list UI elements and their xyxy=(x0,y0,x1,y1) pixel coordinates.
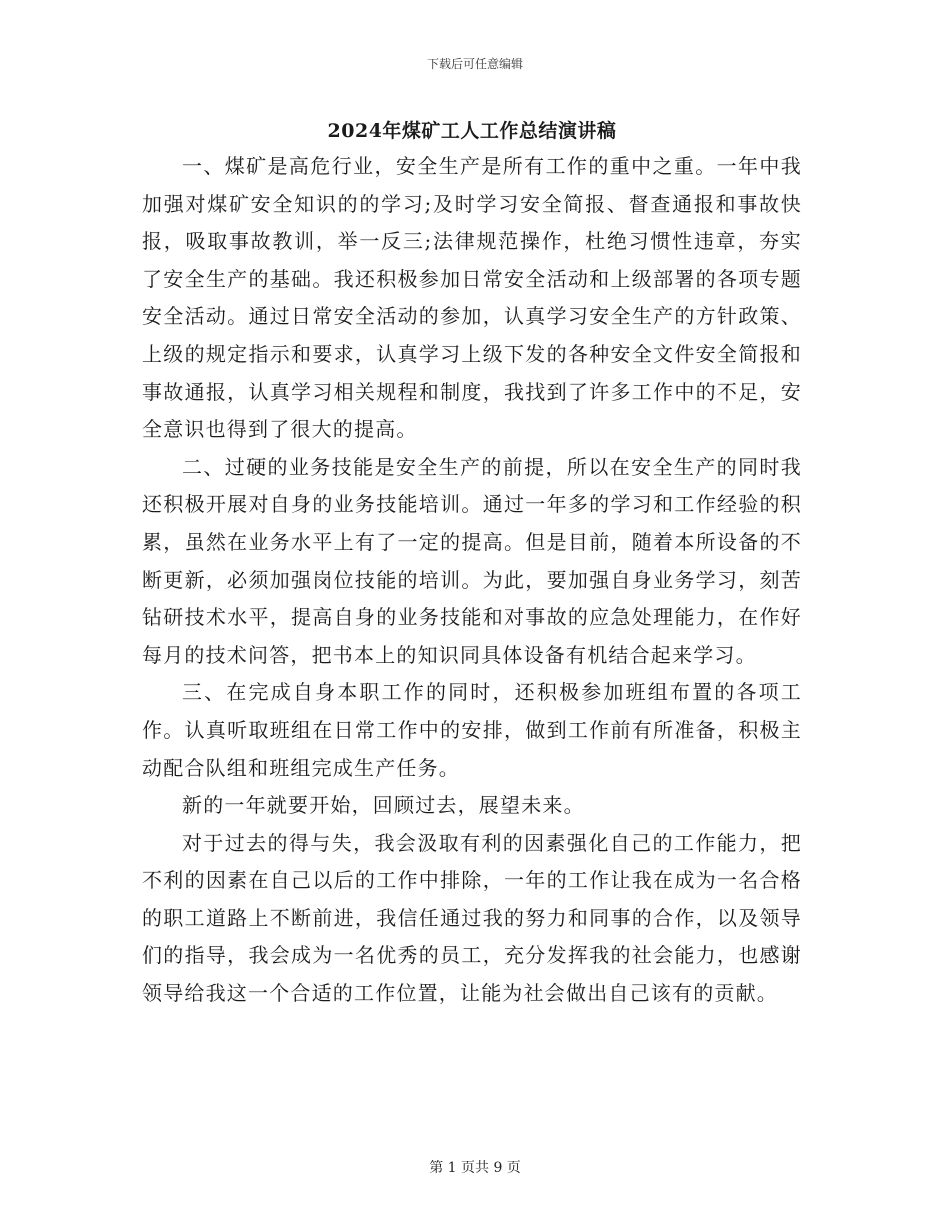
paragraph-4: 新的一年就要开始，回顾过去，展望未来。 xyxy=(182,793,585,818)
paragraph-3: 三、在完成自身本职工作的同时，还积极参加班组布置的各项工作。认真听取班组在日常工作中的安排，做到工作前有所准备，积极主动配合队组和班组完成生产任务。 xyxy=(142,680,802,780)
paragraph-1: 一、煤矿是高危行业，安全生产是所有工作的重中之重。一年中我加强对煤矿安全知识的的学习;及时学习安全简报、督查通报和事故快报，吸取事故教训，举一反三;法律规范操作，杜绝习惯性违章，夯实了安全生产的基础。我还积极参加日常安全活动和上级部署的各项专题安全活动。通过日常安全活动的参加，认真学习安全生产的方针政策、上级的规定指示和要求，认真学习上级下发的各种安全文件安全简报和事故通报，认真学习相关规程和制度，我找到了许多工作中的不足，安全意识也得到了很大的提高。 xyxy=(142,154,802,442)
document-title: 2024年煤矿工人工作总结演讲稿 xyxy=(327,120,617,142)
paragraph-2: 二、过硬的业务技能是安全生产的前提，所以在安全生产的同时我还积极开展对自身的业务技能培训。通过一年多的学习和工作经验的积累，虽然在业务水平上有了一定的提高。但是目前，随着本所设备的不断更新，必须加强岗位技能的培训。为此，要加强自身业务学习，刻苦钻研技术水平，提高自身的业务技能和对事故的应急处理能力，在作好每月的技术问答，把书本上的知识同具体设备有机结合起来学习。 xyxy=(142,454,802,667)
document-body xyxy=(142,148,802,1013)
paragraph-5: 对于过去的得与失，我会汲取有利的因素强化自己的工作能力，把不利的因素在自己以后的工作中排除，一年的工作让我在成为一名合格的职工道路上不断前进，我信任通过我的努力和同事的合作，以及领导们的指导，我会成为一名优秀的员工，充分发挥我的社会能力，也感谢领导给我这一个合适的工作位置，让能为社会做出自己该有的贡献。 xyxy=(142,830,802,1006)
page-footer: 第 1 页共 9 页 xyxy=(429,1160,521,1176)
header-note: 下载后可任意编辑 xyxy=(426,57,523,71)
